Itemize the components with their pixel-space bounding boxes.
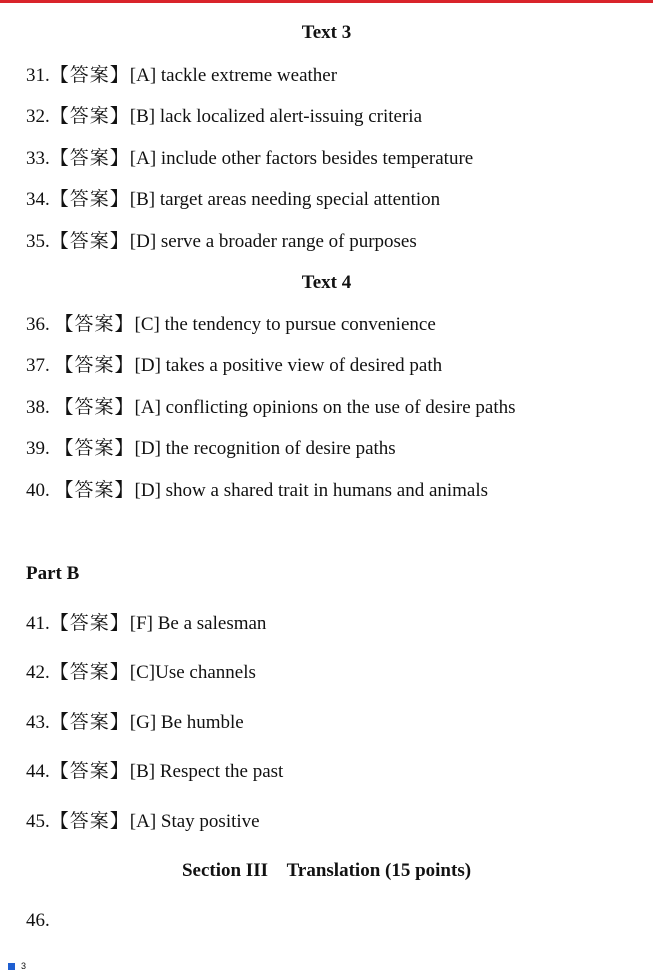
answer-tag: 【答案】: [49, 106, 130, 127]
answer-tag: 【答案】: [49, 662, 130, 683]
section-iii-heading: Section III Translation (15 points): [181, 860, 472, 881]
question-number: 40.: [26, 480, 50, 501]
answer-text: [B] Respect the past: [129, 761, 284, 782]
answer-text: [A] Stay positive: [129, 811, 260, 832]
answer-line: [26, 396, 516, 420]
answer-text: [A] include other factors besides temperature: [129, 148, 474, 169]
answer-line: [26, 661, 256, 685]
answer-line: [26, 760, 283, 784]
question-number: 45.: [26, 811, 50, 832]
answer-text: [D] serve a broader range of purposes: [129, 231, 417, 252]
question-number: 32.: [26, 106, 50, 127]
answer-tag: 【答案】: [49, 712, 130, 733]
answer-line: [26, 810, 260, 834]
answer-line: [26, 105, 422, 129]
question-number: 41.: [26, 613, 50, 634]
question-number: 35.: [26, 231, 50, 252]
answer-line: [26, 479, 488, 503]
answer-tag: 【答案】: [49, 761, 130, 782]
question-number: 39.: [26, 438, 50, 459]
question-number: 36.: [26, 314, 50, 335]
question-46: 46.: [26, 910, 50, 931]
answer-text: [A] tackle extreme weather: [129, 65, 338, 86]
answer-tag: 【答案】: [54, 397, 135, 418]
answer-line: [26, 188, 440, 212]
question-number: 44.: [26, 761, 50, 782]
top-rule: [0, 0, 653, 3]
answer-tag: 【答案】: [49, 231, 130, 252]
answer-line: [26, 437, 396, 461]
answer-tag: 【答案】: [49, 189, 130, 210]
question-number: 31.: [26, 65, 50, 86]
page-number: 3: [21, 961, 27, 971]
answer-text: [C] the tendency to pursue convenience: [134, 314, 436, 335]
answer-tag: 【答案】: [49, 148, 130, 169]
answer-text: [C]Use channels: [129, 662, 256, 683]
part-b-heading: Part B: [26, 563, 80, 584]
answer-text: [F] Be a salesman: [129, 613, 267, 634]
answer-tag: 【答案】: [49, 65, 130, 86]
answer-text: [A] conflicting opinions on the use of desire paths: [134, 397, 516, 418]
answer-line: [26, 230, 417, 254]
answer-text: [B] lack localized alert-issuing criteria: [129, 106, 423, 127]
question-number: 33.: [26, 148, 50, 169]
page-footer: [8, 961, 26, 971]
answer-tag: 【答案】: [49, 811, 130, 832]
question-number: 42.: [26, 662, 50, 683]
answer-tag: 【答案】: [54, 438, 135, 459]
answer-tag: 【答案】: [54, 314, 135, 335]
question-number: 34.: [26, 189, 50, 210]
question-number: 38.: [26, 397, 50, 418]
text3-heading: Text 3: [301, 22, 352, 43]
answer-line: [26, 64, 337, 88]
answer-tag: 【答案】: [54, 480, 135, 501]
answer-text: [D] takes a positive view of desired path: [134, 355, 443, 376]
answer-line: [26, 612, 266, 636]
question-number: 43.: [26, 712, 50, 733]
answer-tag: 【答案】: [49, 613, 130, 634]
answer-text: [G] Be humble: [129, 712, 244, 733]
text4-heading: Text 4: [301, 272, 352, 293]
answer-tag: 【答案】: [54, 355, 135, 376]
answer-text: [D] show a shared trait in humans and animals: [134, 480, 489, 501]
answer-line: [26, 147, 473, 171]
question-number: 37.: [26, 355, 50, 376]
answer-text: [B] target areas needing special attention: [129, 189, 441, 210]
page-marker-icon: [8, 963, 15, 970]
answer-line: [26, 354, 442, 378]
answer-line: [26, 313, 436, 337]
answer-line: [26, 711, 244, 735]
answer-text: [D] the recognition of desire paths: [134, 438, 396, 459]
